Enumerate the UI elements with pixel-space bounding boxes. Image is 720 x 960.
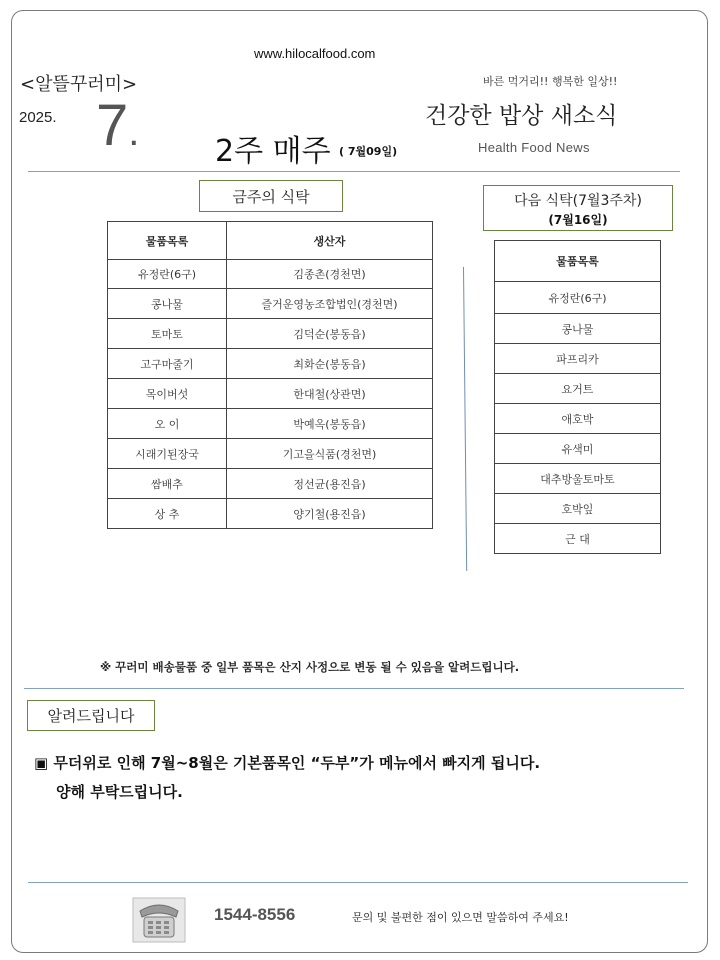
item-cell: 유정란(6구) — [495, 282, 661, 314]
table-row — [108, 260, 433, 289]
table-row — [108, 349, 433, 379]
producer-cell: 박예옥(봉동읍) — [227, 409, 433, 439]
info-title: 알려드립니다 — [27, 700, 155, 731]
info-line-1: ▣ 무더위로 인해 7월~8월은 기본품목인 “두부”가 메뉴에서 빠지게 됩니다. — [34, 754, 541, 772]
item-cell: 유정란(6구) — [108, 260, 227, 289]
producer-cell: 즐거운영농조합법인(경천면) — [227, 289, 433, 319]
table-row — [495, 404, 661, 434]
newsletter-english-title: Health Food News — [478, 140, 590, 155]
table-row — [108, 379, 433, 409]
table-row — [108, 319, 433, 349]
this-week-title: 금주의 식탁 — [199, 180, 343, 212]
slogan: 바른 먹거리!! 행복한 일상!! — [483, 75, 618, 88]
table-row — [495, 344, 661, 374]
item-cell: 콩나물 — [495, 314, 661, 344]
this-week-table — [107, 221, 433, 529]
next-week-title-box — [483, 185, 673, 231]
item-cell: 근 대 — [495, 524, 661, 554]
table-row — [495, 282, 661, 314]
column-header-item: 물품목록 — [495, 241, 661, 282]
item-cell: 상 추 — [108, 499, 227, 529]
table-row — [108, 469, 433, 499]
table-row — [108, 499, 433, 529]
producer-cell: 정선균(용진읍) — [227, 469, 433, 499]
item-cell: 쌈배추 — [108, 469, 227, 499]
producer-cell: 양기철(용진읍) — [227, 499, 433, 529]
producer-cell: 한대철(상관면) — [227, 379, 433, 409]
producer-cell: 기고을식품(경천면) — [227, 439, 433, 469]
next-week-table — [494, 240, 661, 554]
item-cell: 요거트 — [495, 374, 661, 404]
item-cell: 파프리카 — [495, 344, 661, 374]
issue-week: 2주 매주 — [215, 134, 331, 169]
table-row — [108, 439, 433, 469]
footer-divider — [28, 882, 688, 883]
item-cell: 애호박 — [495, 404, 661, 434]
table-row — [108, 409, 433, 439]
header-divider — [28, 171, 680, 172]
table-row — [495, 374, 661, 404]
item-cell: 오 이 — [108, 409, 227, 439]
item-cell: 토마토 — [108, 319, 227, 349]
producer-cell: 김종촌(경천면) — [227, 260, 433, 289]
item-cell: 콩나물 — [108, 289, 227, 319]
column-header-producer: 생산자 — [227, 222, 433, 260]
table-row — [495, 494, 661, 524]
item-cell: 호박잎 — [495, 494, 661, 524]
table-row — [495, 434, 661, 464]
next-week-date: (7월16일) — [548, 213, 608, 227]
issue-date: ( 7월09일) — [339, 145, 398, 158]
issue-month-dot: . — [128, 110, 140, 154]
table-row — [108, 289, 433, 319]
issue-month — [96, 93, 140, 162]
phone-number[interactable]: 1544-8556 — [214, 905, 296, 924]
producer-cell: 최화순(봉동읍) — [227, 349, 433, 379]
item-cell: 목이버섯 — [108, 379, 227, 409]
item-cell: 시래기된장국 — [108, 439, 227, 469]
issue-year: 2025. — [19, 109, 57, 126]
column-header-item: 물품목록 — [108, 222, 227, 260]
table-row — [495, 314, 661, 344]
item-cell: 대추방울토마토 — [495, 464, 661, 494]
brand-name: <알뜰꾸러미> — [20, 74, 138, 95]
next-week-title: 다음 식탁(7월3주차) — [514, 193, 642, 209]
newsletter-headline: 건강한 밥상 새소식 — [425, 103, 618, 129]
notice-divider — [24, 688, 684, 689]
issue-month-number: 7 — [96, 93, 129, 158]
telephone-icon — [132, 897, 186, 943]
producer-cell: 김덕순(봉동읍) — [227, 319, 433, 349]
item-cell: 유색미 — [495, 434, 661, 464]
website-url[interactable]: www.hilocalfood.com — [254, 46, 376, 61]
info-line-2: 양해 부탁드립니다. — [56, 783, 183, 801]
supply-change-notice: ※ 꾸러미 배송물품 중 일부 품목은 산지 사정으로 변동 될 수 있음을 알려드립니다. — [100, 660, 520, 674]
contact-message: 문의 및 불편한 점이 있으면 말씀하여 주세요! — [352, 911, 569, 924]
item-cell: 고구마줄기 — [108, 349, 227, 379]
table-row — [495, 524, 661, 554]
table-row — [495, 464, 661, 494]
